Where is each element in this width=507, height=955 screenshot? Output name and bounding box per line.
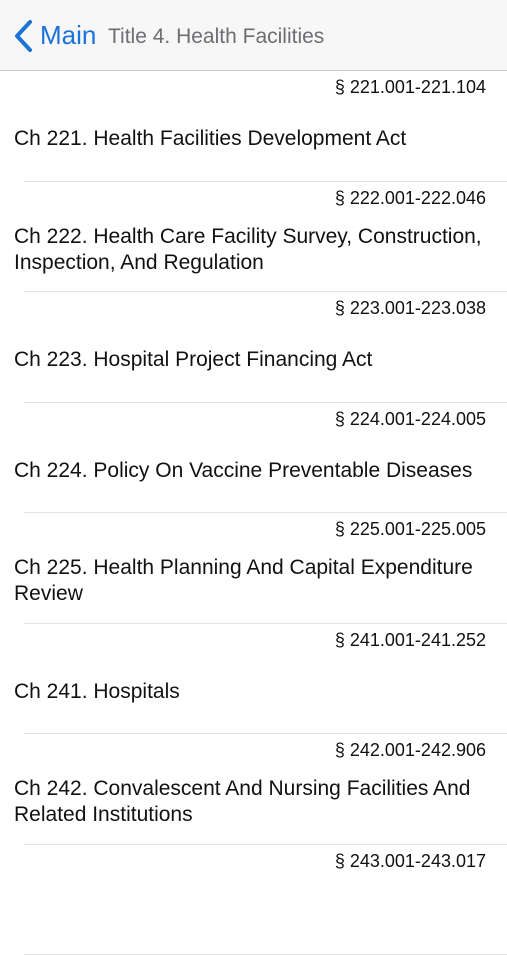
section-range: § 241.001-241.252	[335, 630, 486, 651]
chapter-title: Ch 223. Hospital Project Financing Act	[14, 326, 487, 395]
chapter-title: Ch 241. Hospitals	[14, 658, 487, 727]
chapter-title: Ch 222. Health Care Facility Survey, Construction, Inspection, And Regulation	[14, 216, 487, 285]
back-button-label: Main	[40, 20, 96, 51]
page-title: Title 4. Health Facilities	[108, 0, 324, 71]
list-item[interactable]	[0, 403, 507, 514]
chapter-title: Ch 225. Health Planning And Capital Expenditure Review	[14, 547, 487, 616]
list-item[interactable]	[0, 734, 507, 845]
list-item[interactable]	[0, 292, 507, 403]
list-item[interactable]	[0, 71, 507, 182]
chapter-title: Ch 221. Health Facilities Development Act	[14, 105, 487, 174]
list-item[interactable]	[0, 182, 507, 293]
list-item[interactable]	[0, 513, 507, 624]
section-range: § 225.001-225.005	[335, 519, 486, 540]
navigation-bar	[0, 0, 507, 71]
section-range: § 242.001-242.906	[335, 740, 486, 761]
chapter-title: Ch 242. Convalescent And Nursing Facilities And Related Institutions	[14, 768, 487, 837]
section-range: § 223.001-223.038	[335, 298, 486, 319]
chapter-title	[14, 879, 487, 948]
back-button[interactable]	[0, 0, 96, 71]
section-range: § 243.001-243.017	[335, 851, 486, 872]
chapter-list	[0, 71, 507, 955]
list-item[interactable]	[0, 624, 507, 735]
chevron-left-icon	[12, 19, 34, 53]
section-range: § 224.001-224.005	[335, 409, 486, 430]
section-range: § 221.001-221.104	[335, 77, 486, 98]
chapter-title: Ch 224. Policy On Vaccine Preventable Diseases	[14, 437, 487, 506]
section-range: § 222.001-222.046	[335, 188, 486, 209]
